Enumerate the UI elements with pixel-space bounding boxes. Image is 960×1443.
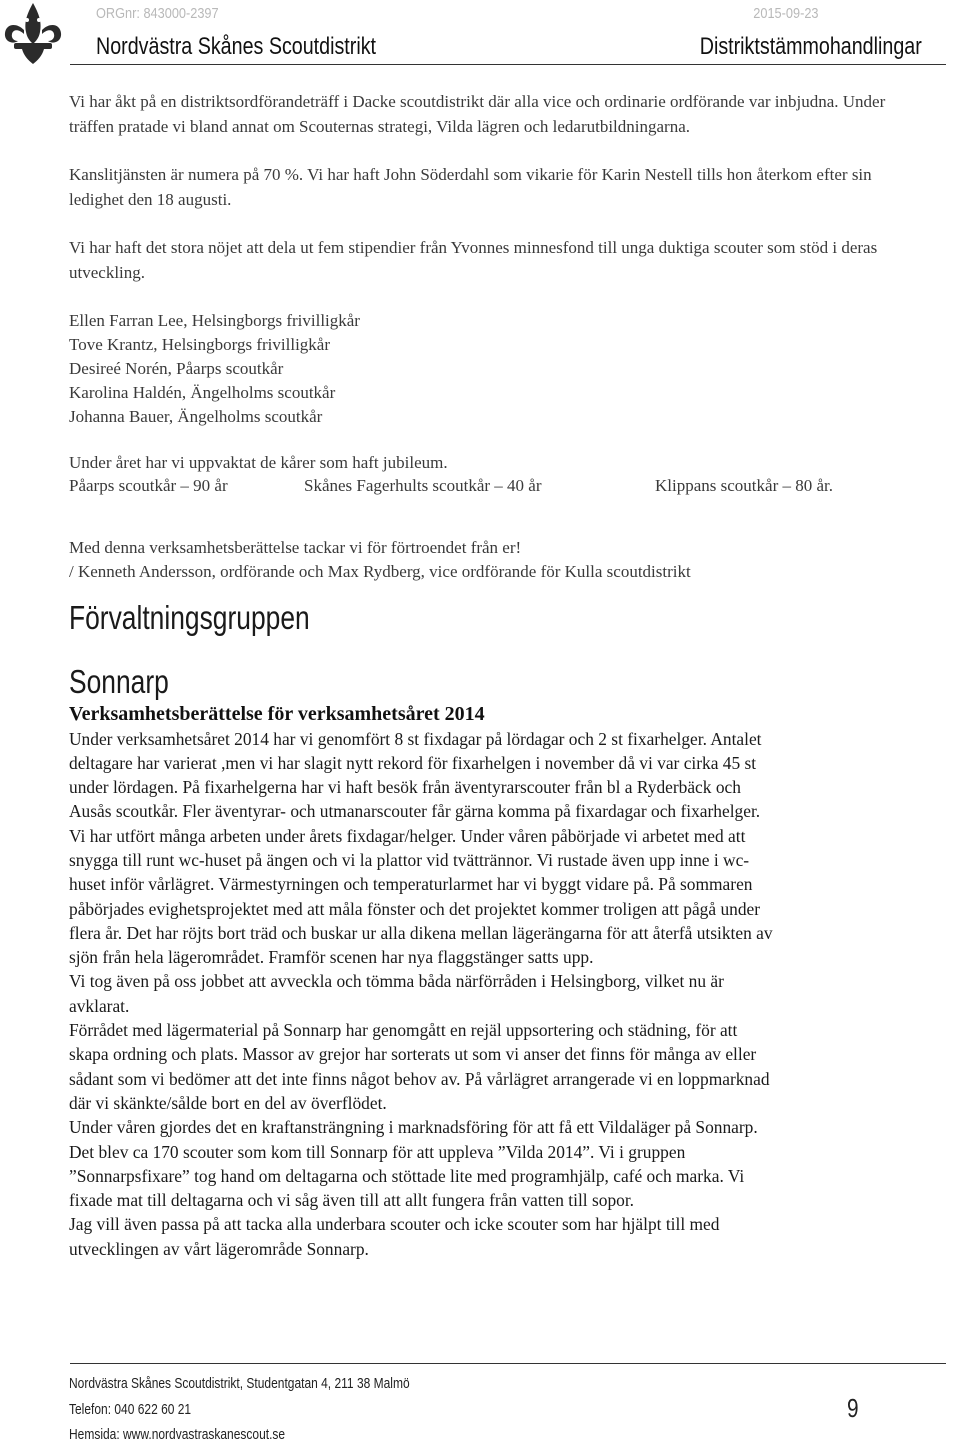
district-name: Nordvästra Skånes Scoutdistrikt [96,33,377,60]
intro-paragraph-2: Kanslitjänsten är numera på 70 %. Vi har haft John Söderdahl som vikarie för Karin Nestell tills hon återkom efter sin ledighet den 18 augusti. [69,165,872,209]
jubilee-item: Klippans scoutkår – 80 år. [655,475,833,495]
footer-website-link[interactable]: Hemsida: www.nordvastraskanescout.se [69,1426,286,1443]
report-line: under lördagen. På fixarhelgerna har vi haft besök från äventyrarscouter från bl a Ryderbäck och [69,777,741,798]
section-subtitle: Sonnarp [69,662,169,700]
intro-paragraph-3: Vi har haft det stora nöjet att dela ut fem stipendier från Yvonnes minnesfond till unga duktiga scouter som stöd i deras utveckling. [69,238,878,282]
report-line: sjön från hela lägerområdet. Framför scenen har nya flaggstänger satts upp. [69,947,594,968]
report-body [69,727,929,1262]
report-line: huset inför vårlägret. Värmestyrningen och temperaturlarmet har vi byggt vidare på. På sommaren [69,874,753,895]
report-line: där vi skänkte/sålde bort en del av överflödet. [69,1092,387,1113]
report-line: flera år. Det har röjts bort träd och buskar ur alla dikena mellan lägerängarna för att återfå utsikten av [69,922,773,943]
intro-paragraph-1: Vi har åkt på en distriktsordförandeträff i Dacke scoutdistrikt där alla vice och ordinarie ordförande var inbjudna. Under träffen pratade vi bland annat om Scouternas strategi, Vilda lägren och ledarutbildningarna. [69,92,886,136]
report-line: Vi har utfört många arbeten under årets fixdagar/helger. Under våren påbörjade vi arbetet med att [69,825,746,846]
report-line: deltagare har varierat ,men vi har slagit nytt rekord för fixarhelgen i november då vi var cirka 45 st [69,752,757,773]
jubilee-row [69,476,929,502]
report-heading: Verksamhetsberättelse för verksamhetsåret 2014 [69,702,485,725]
list-item: Ellen Farran Lee, Helsingborgs frivilligkår [69,311,360,330]
report-line: utvecklingen av vårt lägerområde Sonnarp. [69,1238,369,1259]
report-line: Jag vill även passa på att tacka alla underbara scouter och icke scouter som har hjälpt till med [69,1214,720,1235]
jubilee-item: Påarps scoutkår – 90 år [69,475,228,495]
footer-rule [70,1363,946,1364]
header-rule [70,64,946,65]
list-item: Tove Krantz, Helsingborgs frivilligkår [69,335,330,354]
report-line: Ausås scoutkår. Fler äventyrar- och utmanarscouter får gärna komma på fixardagar och fixarhelger. [69,801,761,822]
section-title: Förvaltningsgruppen [69,598,310,636]
footer-phone: Telefon: 040 622 60 21 [69,1401,192,1418]
closing-thanks: Med denna verksamhetsberättelse tackar vi för förtroendet från er! [69,537,522,557]
report-line: Förrådet med lägermaterial på Sonnarp har genomgått en rejäl uppsortering och städning, för att [69,1020,738,1041]
report-line: Vi tog även på oss jobbet att avveckla och tömma båda närförråden i Helsingborg, vilket nu är [69,971,724,992]
footer-address: Nordvästra Skånes Scoutdistrikt, Studentgatan 4, 211 38 Malmö [69,1375,410,1392]
header-title-row [96,33,922,63]
report-line: skapa ordning och plats. Massor av grejor har sorterats ut som vi anser det finns för många av eller [69,1044,757,1065]
org-number: ORGnr: 843000-2397 [96,5,219,22]
report-line: snygga till runt wc-huset på ängen och vi la plattor vid tvättrännor. Vi rustade även upp inne i wc- [69,849,750,870]
jubilee-item: Skånes Fagerhults scoutkår – 40 år [304,475,542,495]
list-item: Johanna Bauer, Ängelholms scoutkår [69,407,323,426]
report-line: Under våren gjordes det en kraftansträngning i marknadsföring för att få ett Vildaläger på Sonnarp. [69,1117,758,1138]
page-number: 9 [847,1393,859,1423]
jubilee-intro: Under året har vi uppvaktat de kårer som haft jubileum. [69,453,448,472]
report-line: Under verksamhetsåret 2014 har vi genomfört 8 st fixdagar på lördagar och 2 st fixarhelger. Antalet [69,728,762,749]
document-date: 2015-09-23 [753,5,819,22]
page-content [69,90,929,1261]
document-title: Distriktstämmohandlingar [699,33,922,60]
closing-signature: / Kenneth Andersson, ordförande och Max Rydberg, vice ordförande för Kulla scoutdistrikt [69,562,691,581]
report-line: sådant som vi bedömer att det inte finns något behov av. På vårlägret arrangerade vi en loppmarknad [69,1068,770,1089]
report-line: ”Sonnarpsfixare” tog hand om deltagarna och stöttade lite med programhjälp, café och marka. Vi [69,1165,745,1186]
header-meta-row [96,5,921,23]
report-line: fixade mat till deltagarna och vi såg även till att allt fungera från vatten till sopor. [69,1190,635,1211]
list-item: Karolina Haldén, Ängelholms scoutkår [69,383,336,402]
list-item: Desireé Norén, Påarps scoutkår [69,359,284,378]
report-line: påbörjades evighetsprojektet med att måla fönster och det projektet kommer troligen att pågå under [69,898,761,919]
report-line: avklarat. [69,995,130,1016]
scout-fleur-de-lis-icon [0,0,66,68]
scholarship-recipients-list [69,309,929,429]
report-line: Det blev ca 170 scouter som kom till Sonnarp för att uppleva ”Vilda 2014”. Vi i gruppen [69,1141,686,1162]
